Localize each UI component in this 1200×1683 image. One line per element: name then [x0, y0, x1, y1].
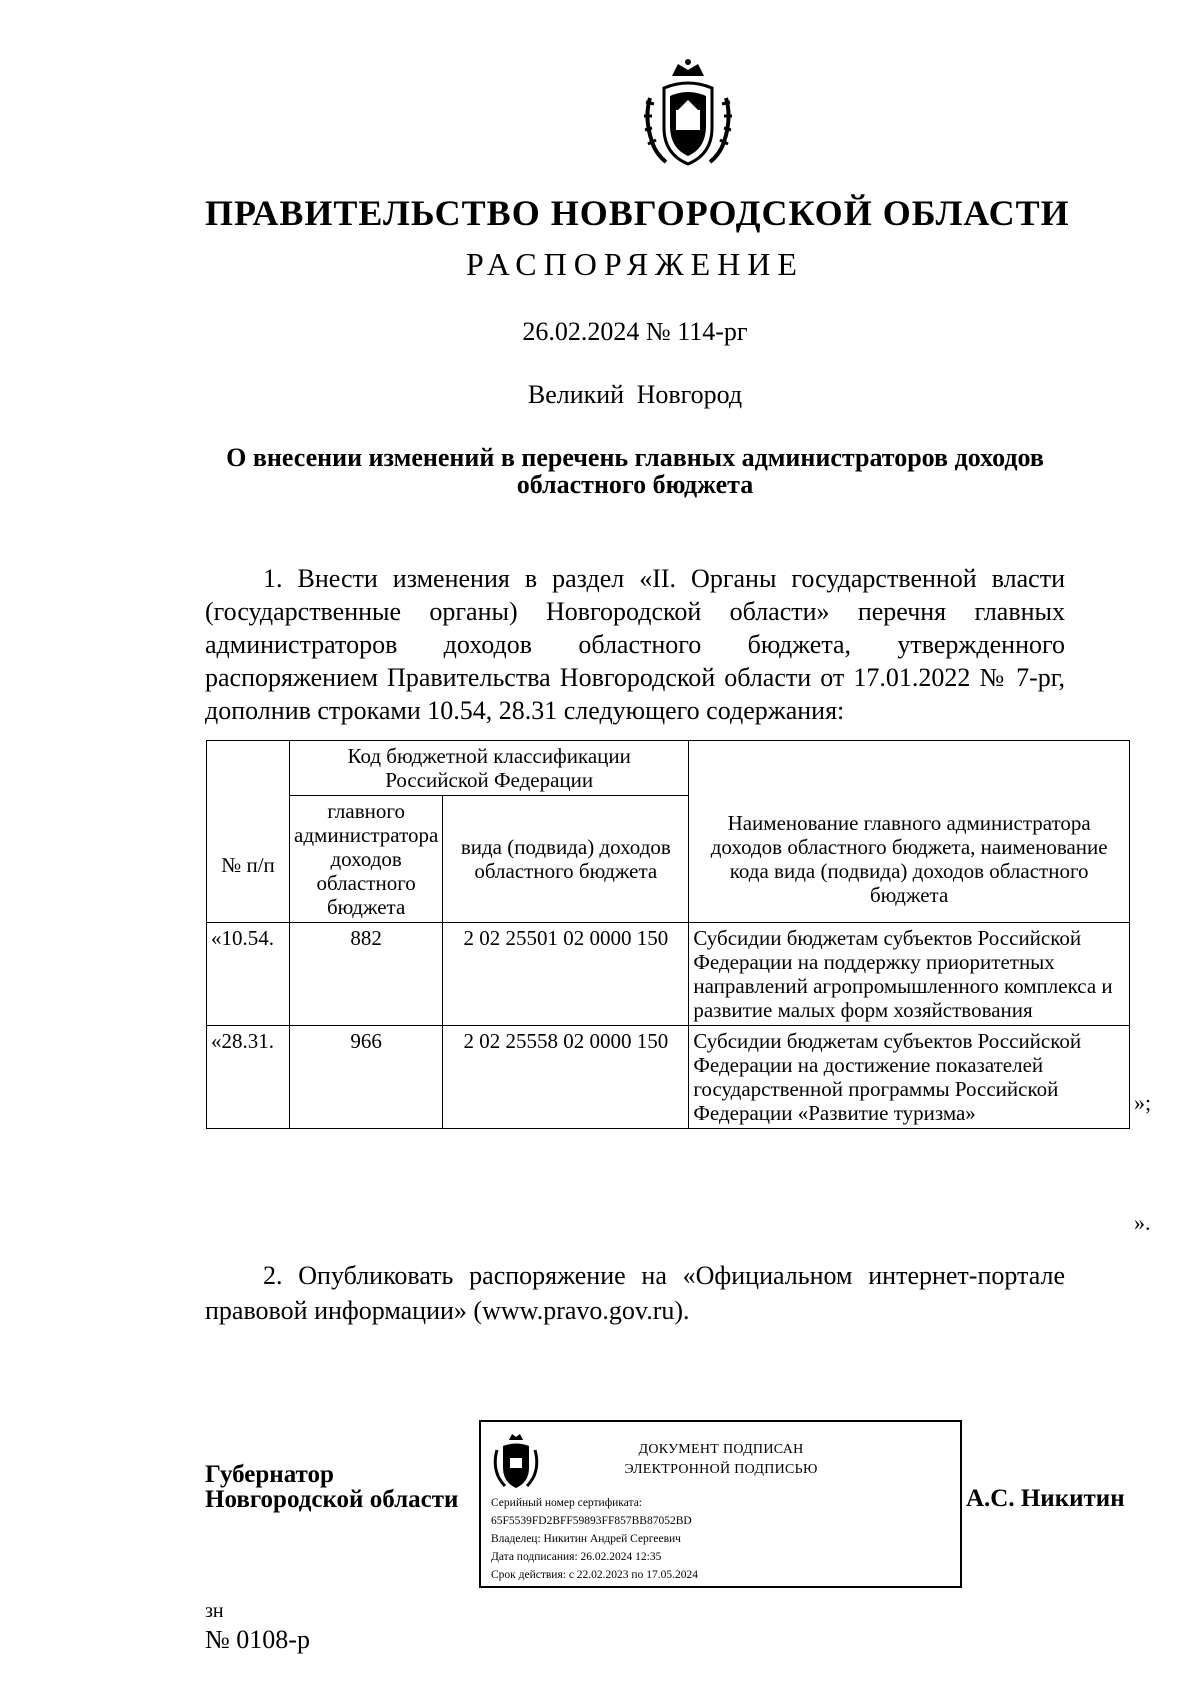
row-admin: 882	[290, 923, 443, 1026]
registration-number: № 0108-р	[205, 1625, 310, 1654]
signer-title	[205, 1462, 458, 1512]
stamp-emblem-icon	[493, 1432, 539, 1490]
stamp-heading	[571, 1440, 871, 1480]
budget-codes-table	[206, 740, 1130, 1129]
signer-name: А.С. Никитин	[966, 1485, 1125, 1512]
header-num: № п/п	[207, 741, 290, 923]
table-header-row	[207, 741, 1130, 796]
table-row	[207, 923, 1130, 1026]
row-num: «10.54.	[207, 923, 290, 1026]
row-closing-quote: »;	[1134, 1090, 1152, 1115]
header-admin: главного администратора доходов областного бюджета	[290, 796, 443, 923]
row-kind: 2 02 25501 02 0000 150	[443, 923, 689, 1026]
executor-initials: зн	[205, 1600, 224, 1622]
row-admin: 966	[290, 1026, 443, 1129]
table-row	[207, 1026, 1130, 1129]
stamp-heading-line1: ДОКУМЕНТ ПОДПИСАН	[638, 1442, 804, 1457]
stamp-serial-label: Серийный номер сертификата:	[491, 1497, 642, 1509]
document-type: РАСПОРЯЖЕНИЕ	[466, 246, 804, 282]
signer-title-line2: Новгородской области	[205, 1486, 459, 1513]
header-name: Наименование главного администратора доходов областного бюджета, наименование кода вида (подвида) доходов областного бюджета	[689, 741, 1130, 923]
signer-title-line1: Губернатор	[205, 1461, 334, 1488]
digital-signature-stamp	[479, 1420, 962, 1588]
row-name: Субсидии бюджетам субъектов Российской Федерации на достижение показателей государственной программы Российской Федерации «Развитие туризма»	[689, 1026, 1130, 1129]
row-name: Субсидии бюджетам субъектов Российской Федерации на поддержку приоритетных направлений агропромышленного комплекса и развитие малых форм хозяйствования	[689, 923, 1130, 1026]
stamp-signed-date: Дата подписания: 26.02.2024 12:35	[491, 1551, 662, 1563]
stamp-owner: Владелец: Никитин Андрей Сергеевич	[491, 1533, 681, 1545]
document-city: Великий Новгород	[527, 380, 743, 409]
stamp-validity: Срок действия: с 22.02.2023 по 17.05.2024	[491, 1569, 698, 1581]
document-subject: О внесении изменений в перечень главных администраторов доходов областного бюджета	[226, 443, 1044, 499]
government-title: ПРАВИТЕЛЬСТВО НОВГОРОДСКОЙ ОБЛАСТИ	[205, 193, 1070, 233]
document-date-number: 26.02.2024 № 114-рг	[522, 317, 748, 346]
paragraph-1: 1. Внести изменения в раздел «II. Органы государственной власти (государственные органы) Новгородской области» перечня главных администраторов доходов областного бюджета, утвержденного распоряжением Правительства Новгородской области от 17.01.2022 № 7-рг, дополнив строками 10.54, 28.31 следующего содержания:	[205, 564, 1065, 725]
row-closing-quote: ».	[1134, 1210, 1151, 1235]
header-bcc-group: Код бюджетной классификации Российской Федерации	[290, 741, 689, 796]
row-num: «28.31.	[207, 1026, 290, 1129]
coat-of-arms-icon	[642, 58, 734, 170]
stamp-serial: 65F5539FD2BFF59893FF857BB87052BD	[491, 1515, 692, 1527]
row-kind: 2 02 25558 02 0000 150	[443, 1026, 689, 1129]
stamp-heading-line2: ЭЛЕКТРОННОЙ ПОДПИСЬЮ	[624, 1462, 818, 1477]
paragraph-2: 2. Опубликовать распоряжение на «Официальном интернет-портале правовой информации» (www.pravo.gov.ru).	[205, 1261, 1065, 1325]
header-kind: вида (подвида) доходов областного бюджета	[443, 796, 689, 923]
